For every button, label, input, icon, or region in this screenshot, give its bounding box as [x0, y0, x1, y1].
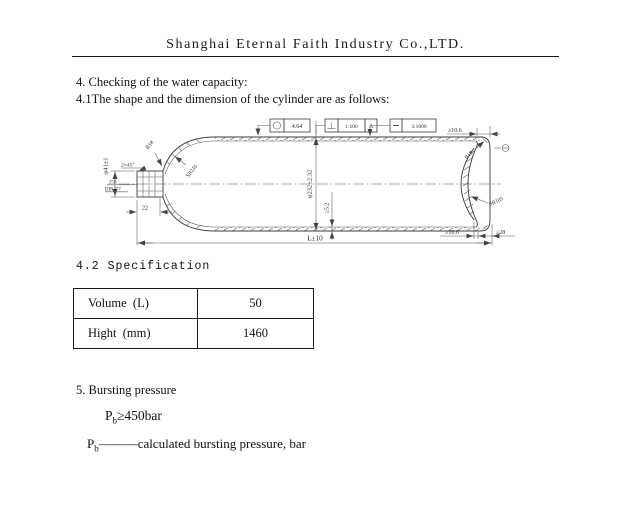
left-shoulder-outline — [163, 137, 215, 231]
note-text: ———calculated bursting pressure, bar — [98, 436, 306, 451]
thread-spec-label: 25E — [109, 180, 117, 186]
chamfer-label: 2×45° — [121, 162, 135, 169]
spec-label: Hight (mm) — [74, 319, 198, 349]
tolerance-frame-perpendicularity — [316, 119, 377, 135]
base-knuckle-thickness-label: ≥10.6 — [445, 230, 459, 236]
crown-thickness-dimension — [447, 126, 500, 137]
pressure-symbol: P — [87, 436, 95, 451]
circularity-value: 4.64 — [291, 124, 303, 130]
body-diameter-label: φ232±2.32 — [306, 169, 314, 199]
section-4-heading: 4. Checking of the water capacity: — [76, 75, 248, 89]
head-radius-label: R18 — [463, 149, 475, 161]
neck-radius-label: R18 — [145, 139, 156, 151]
thread-callout — [105, 181, 137, 193]
spec-label: Volume (L) — [74, 289, 198, 319]
neck-diameter-label: φ41±1 — [102, 157, 110, 175]
spec-value: 1460 — [198, 319, 314, 349]
company-header: Shanghai Eternal Faith Industry Co.,LTD. — [166, 37, 465, 52]
datum-letter: A — [368, 124, 374, 130]
tolerance-frame-straightness — [370, 119, 436, 136]
crown-thickness-label: ≥10.6 — [448, 128, 462, 134]
neck-length-label: 22 — [142, 205, 148, 212]
header-rule — [72, 56, 559, 57]
bursting-pressure-note — [87, 436, 306, 454]
pressure-symbol: P — [105, 408, 113, 423]
section-41-heading: 4.1The shape and the dimension of the cylinder are as follows: — [76, 92, 390, 106]
base-sphere-label: SR105 — [488, 196, 505, 208]
formula-value: ≥450bar — [117, 408, 162, 423]
chamfer-callout — [121, 162, 145, 171]
wall-thickness-label: ≥5.2 — [324, 202, 331, 214]
overall-length-label: L±10 — [307, 234, 323, 243]
thread-standard-label: DIN477 — [105, 187, 121, 193]
neck-length-dimension — [126, 198, 172, 216]
cylinder-technical-drawing — [95, 108, 535, 258]
table-row — [74, 289, 314, 319]
base-thickness-label: ≥28 — [496, 230, 506, 236]
spec-table — [73, 288, 314, 349]
pressure-symbol-subscript: b — [112, 415, 118, 426]
shoulder-sphere-callout — [175, 157, 199, 180]
bursting-pressure-formula — [105, 408, 162, 426]
spec-value: 50 — [198, 289, 314, 319]
neck-radius-callout — [145, 140, 162, 166]
datum-target-symbol — [494, 145, 509, 152]
section-42-heading: 4.2 Specification — [76, 260, 211, 273]
perpendicularity-value: 1:100 — [345, 123, 358, 130]
straightness-value: 3:1000 — [411, 123, 427, 130]
base-sphere-callout — [471, 196, 505, 208]
shoulder-sphere-label: SR116 — [185, 163, 200, 180]
table-row — [74, 319, 314, 349]
section-5-heading: 5. Bursting pressure — [76, 383, 177, 397]
wall-thickness-dimension — [325, 192, 333, 240]
tolerance-frame-circularity — [258, 119, 310, 136]
pressure-symbol-subscript: b — [94, 443, 99, 454]
